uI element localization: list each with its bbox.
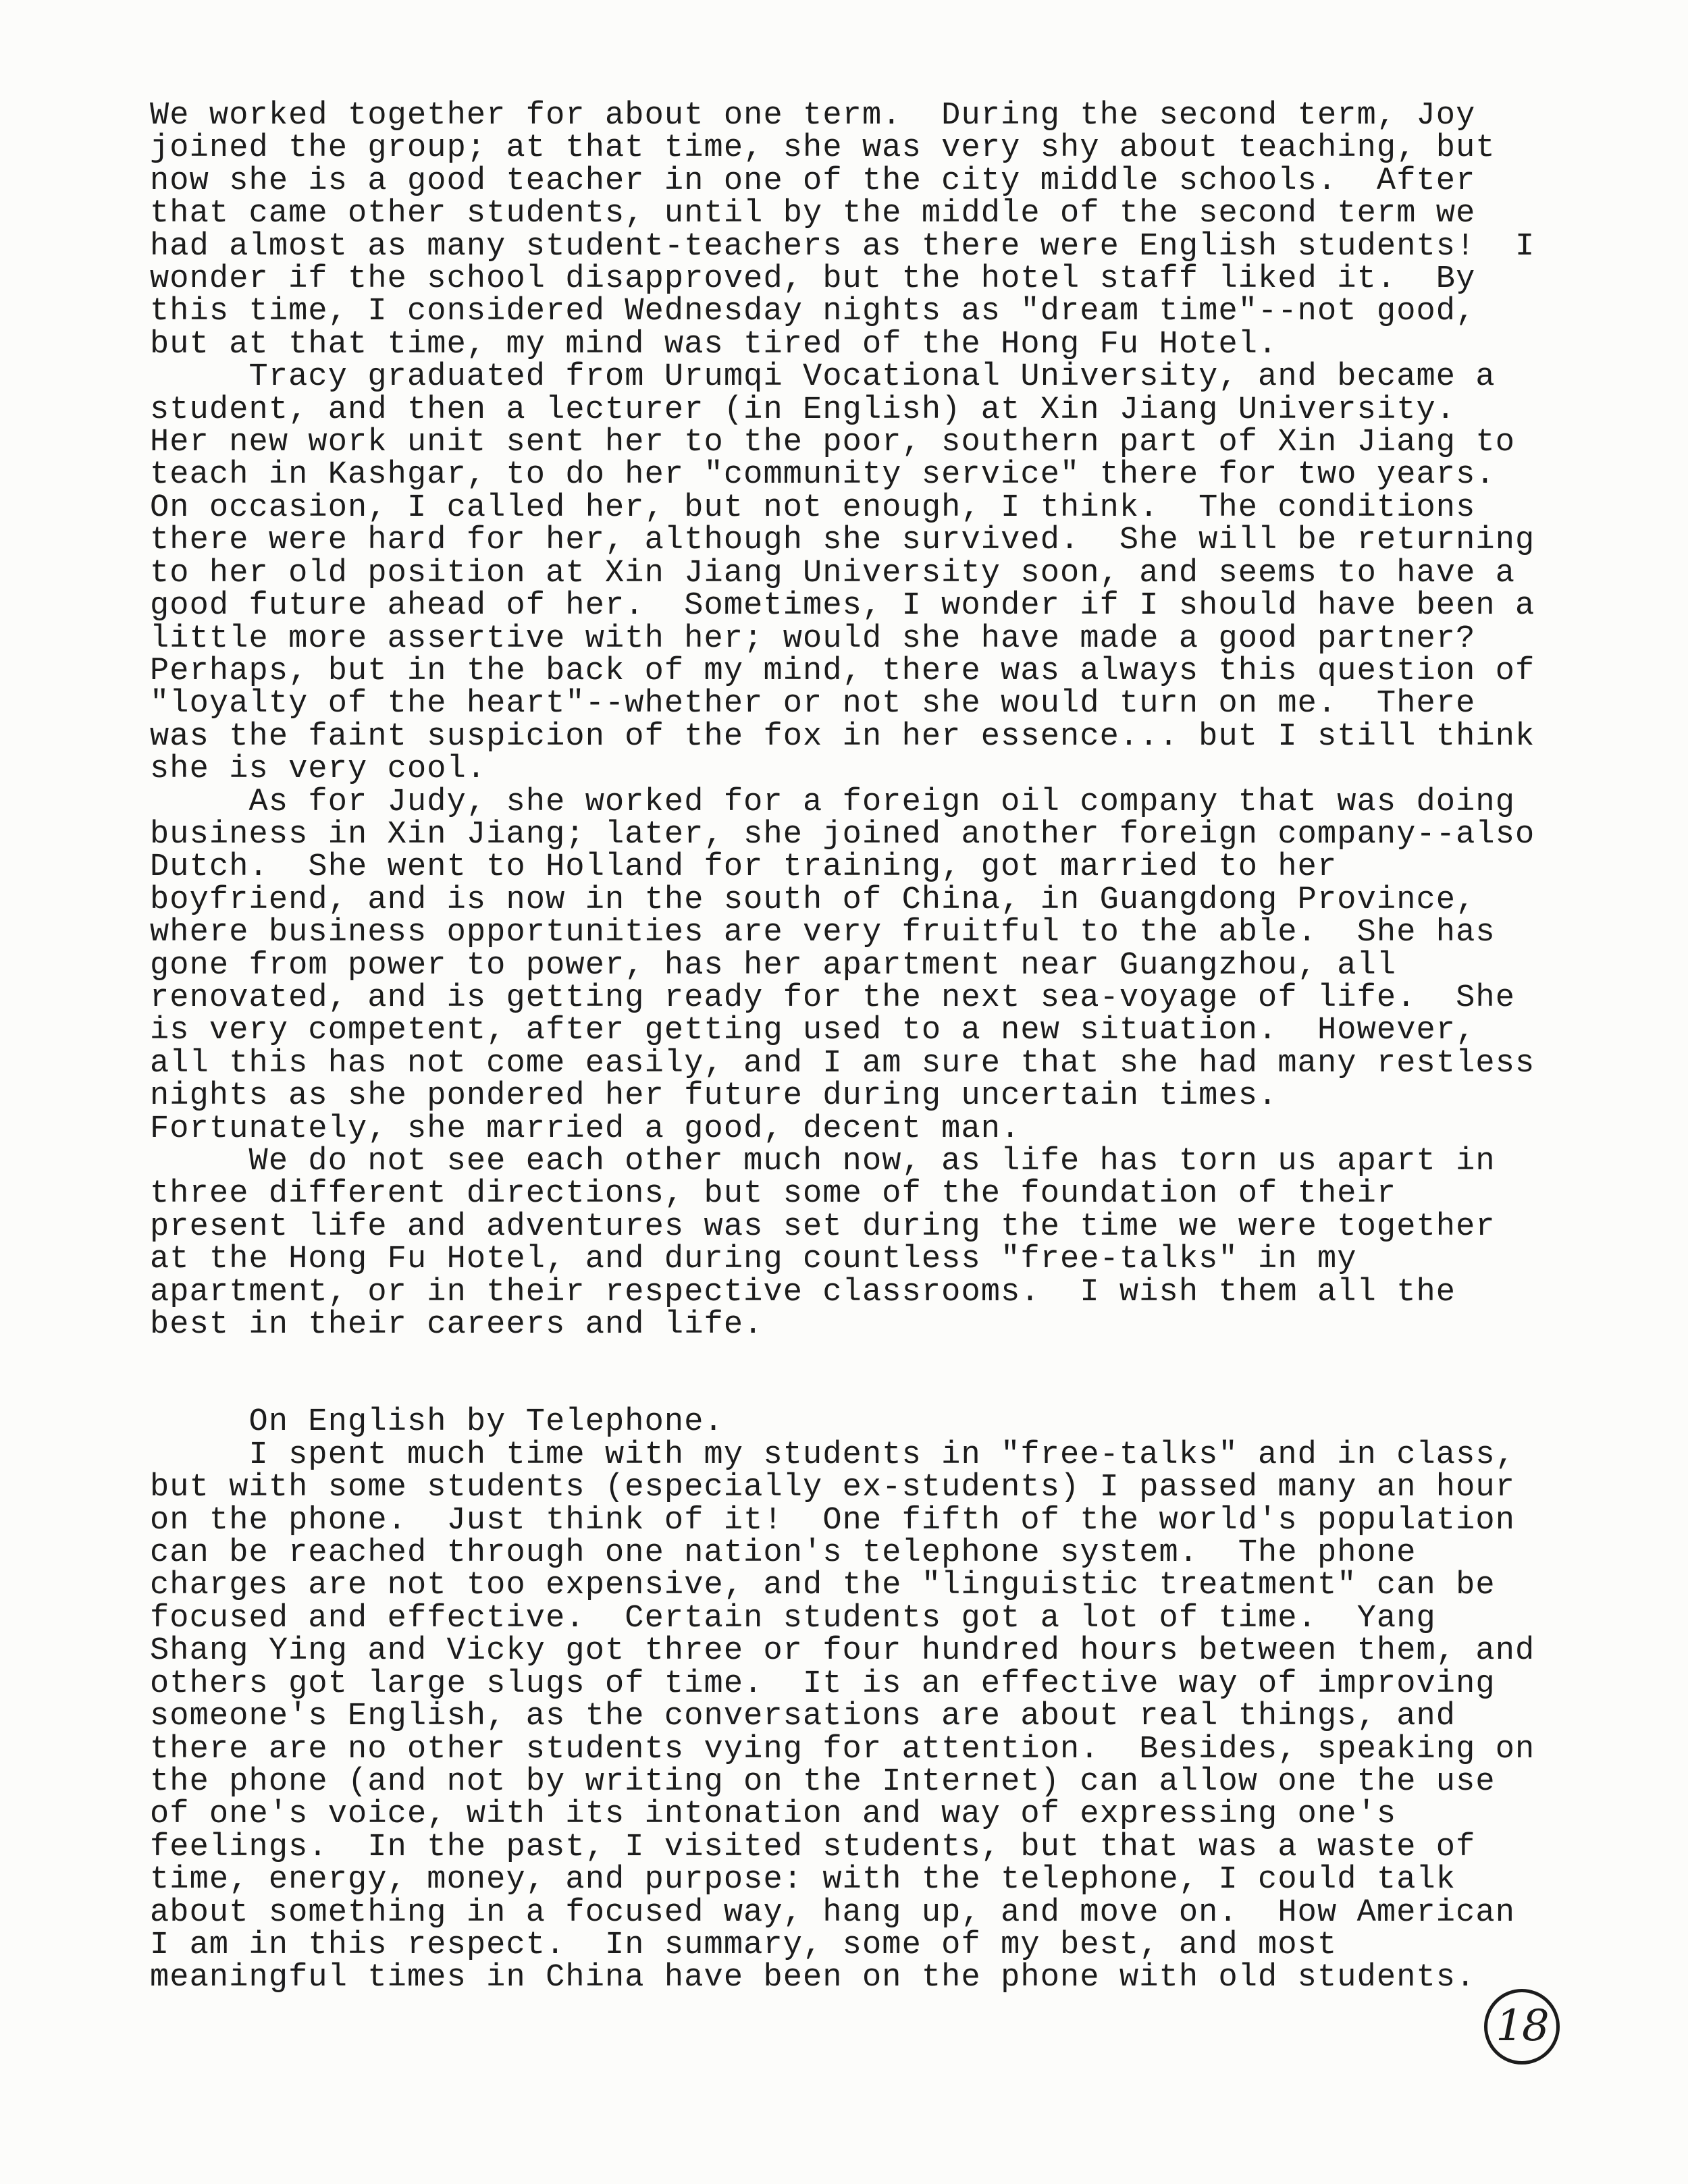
text-line: can be reached through one nation's telephone system. The phone bbox=[150, 1535, 1417, 1572]
text-line: but with some students (especially ex-students) I passed many an hour bbox=[150, 1470, 1516, 1506]
text-line: We worked together for about one term. During the second term, Joy bbox=[150, 98, 1476, 134]
text-line: boyfriend, and is now in the south of China, in Guangdong Province, bbox=[150, 882, 1476, 918]
text-line: renovated, and is getting ready for the next sea-voyage of life. She bbox=[150, 980, 1516, 1016]
text-line: Tracy graduated from Urumqi Vocational University, and became a bbox=[150, 359, 1496, 396]
text-line: little more assertive with her; would she have made a good partner? bbox=[150, 620, 1476, 657]
text-line: charges are not too expensive, and the "linguistic treatment" can be bbox=[150, 1568, 1496, 1604]
page-number: 18 bbox=[1484, 1989, 1560, 2065]
text-line: time, energy, money, and purpose: with the telephone, I could talk bbox=[150, 1862, 1456, 1898]
text-line: all this has not come easily, and I am sure that she had many restless bbox=[150, 1045, 1535, 1082]
text-line: good future ahead of her. Sometimes, I wonder if I should have been a bbox=[150, 588, 1535, 624]
text-line: teach in Kashgar, to do her "community service" there for two years. bbox=[150, 457, 1496, 494]
text-line: Shang Ying and Vicky got three or four hundred hours between them, and bbox=[150, 1633, 1535, 1670]
section-heading: On English by Telephone. bbox=[150, 1404, 724, 1441]
text-line: to her old position at Xin Jiang University soon, and seems to have a bbox=[150, 555, 1516, 591]
text-line: Her new work unit sent her to the poor, southern part of Xin Jiang to bbox=[150, 425, 1516, 461]
text-line: Dutch. She went to Holland for training, got married to her bbox=[150, 849, 1338, 886]
text-line: nights as she pondered her future during uncertain times. bbox=[150, 1078, 1278, 1115]
text-line: was the faint suspicion of the fox in her essence... but I still think bbox=[150, 718, 1535, 755]
text-line: three different directions, but some of the foundation of their bbox=[150, 1176, 1397, 1213]
text-line: on the phone. Just think of it! One fifth of the world's population bbox=[150, 1502, 1516, 1539]
text-line: apartment, or in their respective classrooms. I wish them all the bbox=[150, 1274, 1456, 1310]
text-line: joined the group; at that time, she was very shy about teaching, but bbox=[150, 130, 1496, 167]
text-line: I spent much time with my students in "free-talks" and in class, bbox=[150, 1437, 1516, 1473]
text-line: about something in a focused way, hang up, and move on. How American bbox=[150, 1894, 1516, 1931]
text-line: Fortunately, she married a good, decent man. bbox=[150, 1111, 1021, 1147]
text-line: there were hard for her, although she survived. She will be returning bbox=[150, 523, 1535, 559]
text-line: is very competent, after getting used to a new situation. However, bbox=[150, 1013, 1476, 1049]
text-line: at the Hong Fu Hotel, and during countless "free-talks" in my bbox=[150, 1242, 1357, 1278]
text-line: someone's English, as the conversations are about real things, and bbox=[150, 1699, 1456, 1735]
text-line: On occasion, I called her, but not enough, I think. The conditions bbox=[150, 489, 1476, 526]
text-line: business in Xin Jiang; later, she joined another foreign company--also bbox=[150, 816, 1535, 853]
text-line: of one's voice, with its intonation and way of expressing one's bbox=[150, 1796, 1397, 1833]
text-line: now she is a good teacher in one of the city middle schools. After bbox=[150, 163, 1476, 199]
text-line: I am in this respect. In summary, some of my best, and most bbox=[150, 1927, 1338, 1963]
text-line: there are no other students vying for attention. Besides, speaking on bbox=[150, 1731, 1535, 1767]
text-line: she is very cool. bbox=[150, 751, 487, 788]
text-line: "loyalty of the heart"--whether or not she would turn on me. There bbox=[150, 686, 1476, 722]
text-line: present life and adventures was set during the time we were together bbox=[150, 1208, 1496, 1245]
text-line: gone from power to power, has her apartment near Guangzhou, all bbox=[150, 947, 1397, 984]
text-line: this time, I considered Wednesday nights as "dream time"--not good, bbox=[150, 294, 1476, 330]
main-paragraphs bbox=[150, 100, 1568, 1341]
text-line: We do not see each other much now, as life has torn us apart in bbox=[150, 1144, 1496, 1179]
text-line: the phone (and not by writing on the Internet) can allow one the use bbox=[150, 1763, 1496, 1800]
text-line: others got large slugs of time. It is an effective way of improving bbox=[150, 1666, 1496, 1702]
text-line: had almost as many student-teachers as there were English students! I bbox=[150, 228, 1535, 265]
text-line: wonder if the school disapproved, but the hotel staff liked it. By bbox=[150, 261, 1476, 298]
text-line: that came other students, until by the middle of the second term we bbox=[150, 196, 1476, 232]
section-spacer bbox=[150, 1341, 1568, 1406]
text-line: focused and effective. Certain students got a lot of time. Yang bbox=[150, 1600, 1436, 1636]
body-text bbox=[150, 100, 1568, 1995]
section-paragraphs bbox=[150, 1439, 1568, 1995]
text-line: student, and then a lecturer (in English) at Xin Jiang University. bbox=[150, 392, 1456, 428]
text-line: but at that time, my mind was tired of the Hong Fu Hotel. bbox=[150, 326, 1278, 363]
text-line: Perhaps, but in the back of my mind, there was always this question of bbox=[150, 653, 1535, 689]
text-line: best in their careers and life. bbox=[150, 1307, 764, 1343]
text-line: As for Judy, she worked for a foreign oil company that was doing bbox=[150, 784, 1516, 820]
text-line: where business opportunities are very fruitful to the able. She has bbox=[150, 915, 1496, 951]
text-line: meaningful times in China have been on the phone with old students. bbox=[150, 1960, 1476, 1996]
text-line: feelings. In the past, I visited students, but that was a waste of bbox=[150, 1829, 1476, 1865]
